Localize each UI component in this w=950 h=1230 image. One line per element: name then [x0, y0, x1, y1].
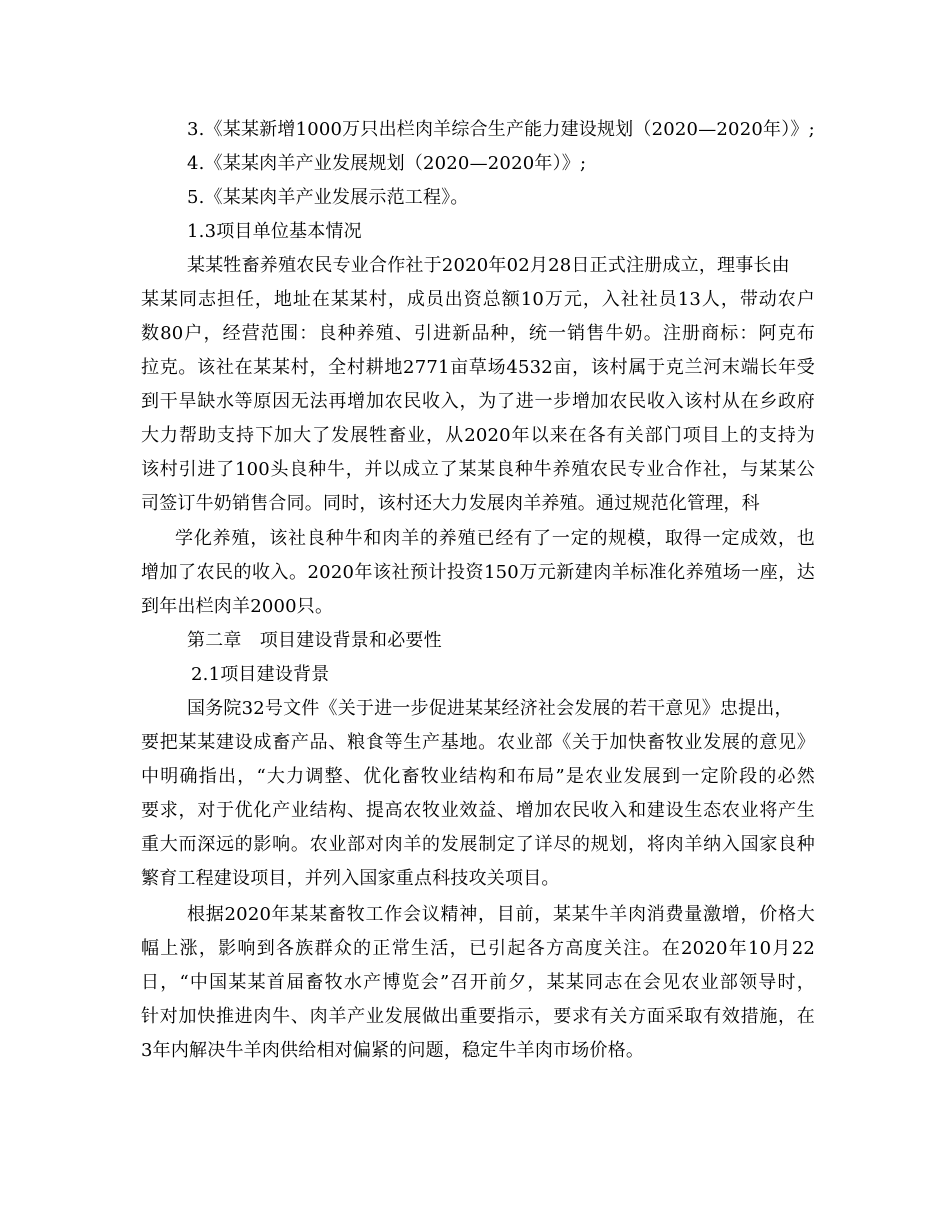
- paragraph-line: 大力帮助支持下加大了发展牲畜业，从2020年以来在各有关部门项目上的支持为: [141, 425, 815, 446]
- section-heading: 2.1项目建设背景: [191, 664, 330, 685]
- paragraph-line: 中明确指出，“大力调整、优化畜牧业结构和布局”是农业发展到一定阶段的必然: [141, 766, 815, 787]
- paragraph-line: 3年内解决牛羊肉供给相对偏紧的问题，稳定牛羊肉市场价格。: [141, 1040, 645, 1061]
- paragraph-line: 学化养殖，该社良种牛和肉羊的养殖已经有了一定的规模，取得一定成效，也: [175, 528, 815, 549]
- paragraph-line: 重大而深远的影响。农业部对肉羊的发展制定了详尽的规划，将肉羊纳入国家良种: [141, 834, 815, 855]
- reference-item: 4.《某某肉羊产业发展规划（2020—2020年）》;: [187, 153, 587, 174]
- chapter-heading: 第二章 项目建设背景和必要性: [187, 630, 442, 651]
- paragraph-line: 某某牲畜养殖农民专业合作社于2020年02月28日正式注册成立，理事长由: [187, 255, 790, 276]
- paragraph-line: 根据2020年某某畜牧工作会议精神，目前，某某牛羊肉消费量激增，价格大: [187, 904, 815, 925]
- paragraph-line: 到干旱缺水等原因无法再增加农民收入，为了进一步增加农民收入该村从在乡政府: [141, 391, 815, 412]
- paragraph-line: 繁育工程建设项目，并列入国家重点科技攻关项目。: [141, 868, 560, 889]
- reference-item: 5.《某某肉羊产业发展示范工程》。: [187, 187, 469, 208]
- paragraph-line: 到年出栏肉羊2000只。: [141, 596, 334, 617]
- reference-item: 3.《某某新增1000万只出栏肉羊综合生产能力建设规划（2020—2020年）》;: [187, 119, 815, 140]
- paragraph-line: 国务院32号文件《关于进一步促进某某经济社会发展的若干意见》忠提出，: [187, 698, 793, 719]
- paragraph-line: 针对加快推进肉牛、肉羊产业发展做出重要指示，要求有关方面采取有效措施，在: [141, 1006, 815, 1027]
- paragraph-line: 该村引进了100头良种牛，并以成立了某某良种牛养殖农民专业合作社，与某某公: [141, 459, 815, 480]
- paragraph-line: 增加了农民的收入。2020年该社预计投资150万元新建肉羊标准化养殖场一座，达: [141, 562, 815, 583]
- paragraph-line: 要把某某建设成畜产品、粮食等生产基地。农业部《关于加快畜牧业发展的意见》: [141, 732, 815, 753]
- paragraph-line: 某某同志担任，地址在某某村，成员出资总额10万元，入社社员13人，带动农户: [141, 289, 815, 310]
- paragraph-line: 数80户，经营范围：良种养殖、引进新品种，统一销售牛奶。注册商标：阿克布: [141, 323, 815, 344]
- paragraph-line: 幅上涨，影响到各族群众的正常生活，已引起各方高度关注。在2020年10月22: [141, 938, 815, 959]
- paragraph-line: 日，“中国某某首届畜牧水产博览会”召开前夕，某某同志在会见农业部领导时，: [141, 972, 815, 993]
- paragraph-line: 司签订牛奶销售合同。同时，该村还大力发展肉羊养殖。通过规范化管理，科: [141, 493, 760, 514]
- paragraph-line: 拉克。该社在某某村，全村耕地2771亩草场4532亩，该村属于克兰河末端长年受: [141, 357, 815, 378]
- paragraph-line: 要求，对于优化产业结构、提高农牧业效益、增加农民收入和建设生态农业将产生: [141, 800, 815, 821]
- section-heading: 1.3项目单位基本情况: [187, 221, 362, 242]
